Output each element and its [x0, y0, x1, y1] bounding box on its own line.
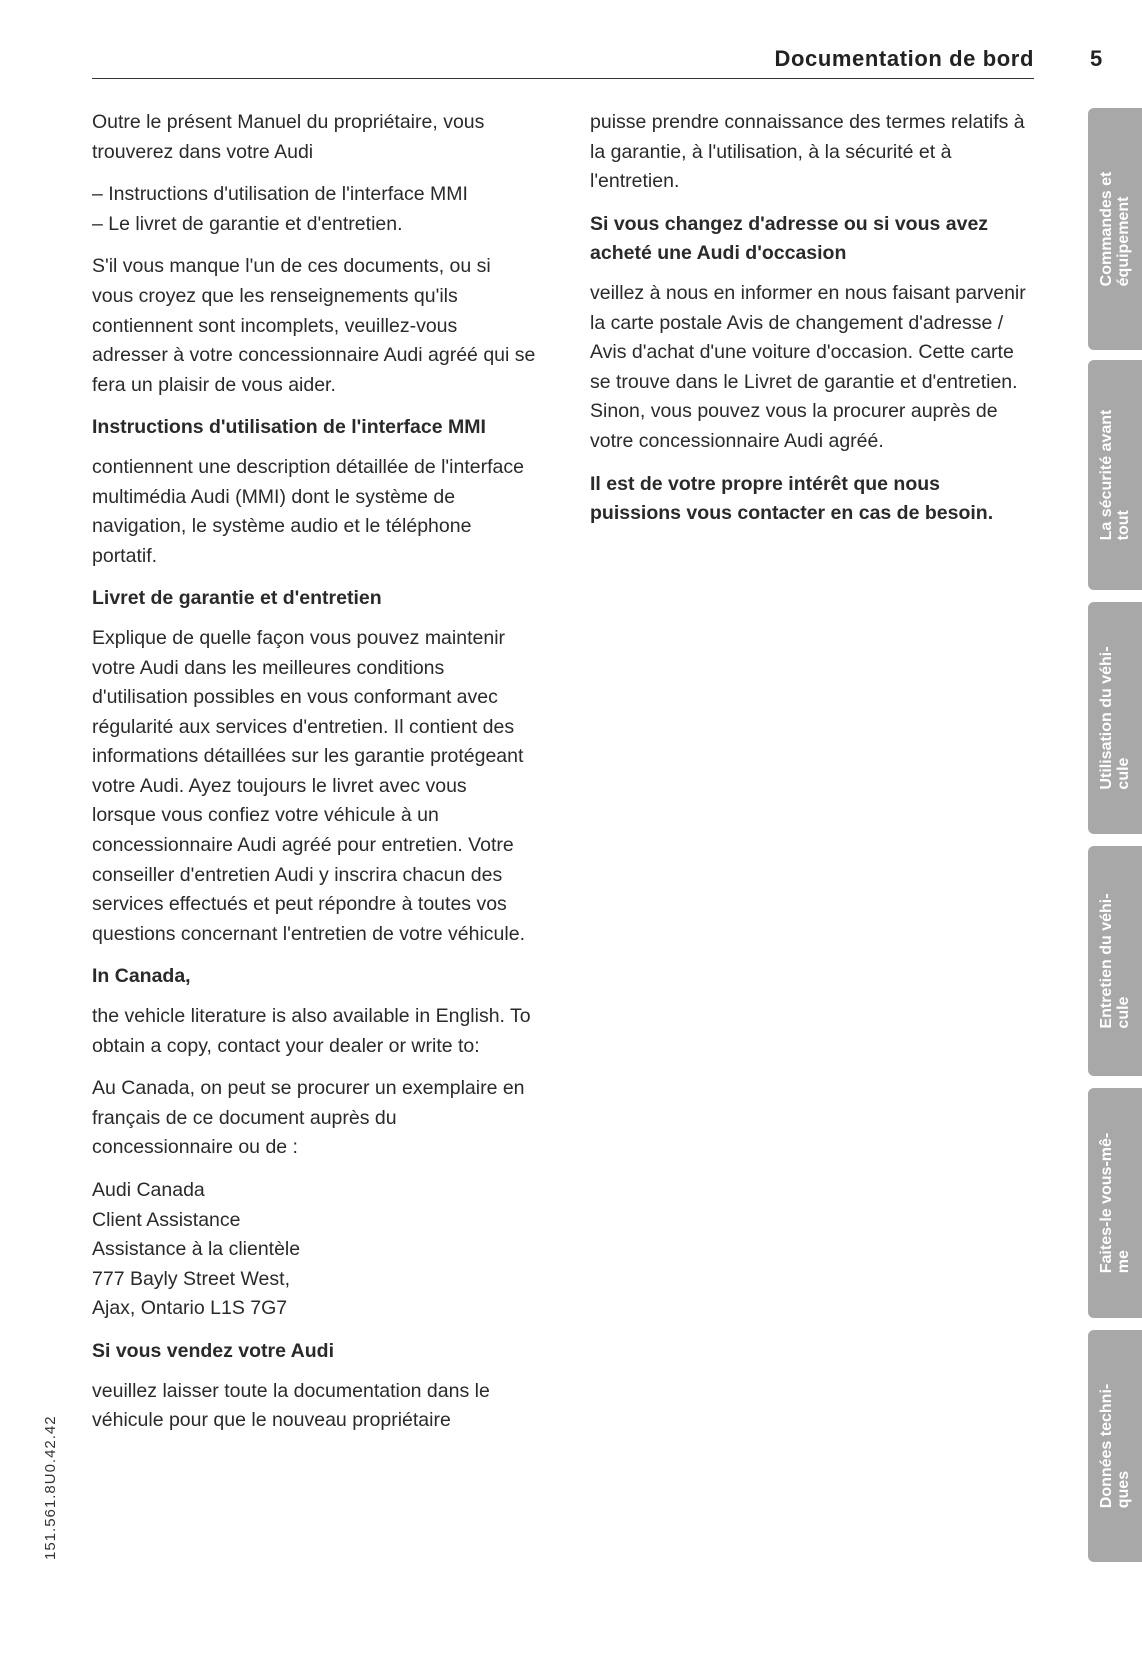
warranty-heading: Livret de garantie et d'entretien	[92, 587, 382, 610]
tab-commandes-equipement[interactable]	[1088, 108, 1142, 350]
mailing-address	[92, 1176, 536, 1324]
list-item: – Le livret de garantie et d'entretien.	[92, 212, 403, 235]
tab-donnees-techniques[interactable]	[1088, 1330, 1142, 1562]
page-number: 5	[1090, 46, 1103, 71]
canada-french-paragraph: Au Canada, on peut se procurer un exemplaire en français de ce document auprès du concessionnaire ou de :	[92, 1077, 525, 1159]
missing-docs-paragraph: S'il vous manque l'un de ces documents, ou si vous croyez que les renseignements qu'ils contiennent sont incomplets, veuillez-vous adresser à votre concessionnaire Audi agréé qui se fera un plaisir de vous aider.	[92, 255, 536, 396]
tab-label: Commandes et équipement	[1098, 171, 1132, 287]
left-column	[92, 108, 536, 1449]
address-line: Client Assistance	[92, 1208, 241, 1231]
tab-faites-le-vous-meme[interactable]	[1088, 1088, 1142, 1318]
tab-label: Entretien du véhi- cule	[1098, 893, 1132, 1029]
address-line: Audi Canada	[92, 1179, 205, 1201]
closing-note: Il est de votre propre intérêt que nous puissions vous contacter en cas de besoin.	[590, 472, 994, 525]
tab-utilisation-vehicule[interactable]	[1088, 602, 1142, 834]
document-list	[92, 180, 536, 239]
address-line: Ajax, Ontario L1S 7G7	[92, 1297, 288, 1320]
tab-label: Utilisation du véhi- cule	[1098, 646, 1132, 790]
intro-paragraph: Outre le présent Manuel du propriétaire, vous trouverez dans votre Audi	[92, 111, 485, 163]
sell-continued-paragraph: puisse prendre connaissance des termes relatifs à la garantie, à l'utilisation, à la sécurité et à l'entretien.	[590, 111, 1025, 193]
tab-label: La sécurité avant tout	[1098, 409, 1132, 541]
mmi-heading: Instructions d'utilisation de l'interface MMI	[92, 416, 486, 439]
address-line: 777 Bayly Street West,	[92, 1267, 290, 1290]
page-header-title: Documentation de bord	[774, 46, 1034, 71]
tab-label: Faites-le vous-mê- me	[1098, 1132, 1132, 1274]
sell-paragraph: veuillez laisser toute la documentation dans le véhicule pour que le nouveau propriétaire	[92, 1379, 490, 1432]
canada-english-paragraph: the vehicle literature is also available in English. To obtain a copy, contact your dealer or write to:	[92, 1005, 531, 1057]
right-column	[590, 108, 1034, 542]
mmi-paragraph: contiennent une description détaillée de l'interface multimédia Audi (MMI) dont le système de navigation, le système audio et le téléphone portatif.	[92, 455, 524, 567]
header-divider	[92, 78, 1034, 79]
address-line: Assistance à la clientèle	[92, 1238, 301, 1261]
address-change-heading: Si vous changez d'adresse ou si vous avez acheté une Audi d'occasion	[590, 212, 989, 265]
list-item: – Instructions d'utilisation de l'interface MMI	[92, 183, 468, 206]
canada-heading: In Canada,	[92, 965, 191, 988]
sell-heading: Si vous vendez votre Audi	[92, 1339, 334, 1362]
tab-securite[interactable]	[1088, 360, 1142, 590]
address-change-paragraph: veillez à nous en informer en nous faisant parvenir la carte postale Avis de changement d'adresse / Avis d'achat d'une voiture d'occasion. Cette carte se trouve dans le Livret de garantie et d'entretien. Sinon, vous pouvez vous la procurer auprès de votre concessionnaire Audi agréé.	[590, 281, 1026, 452]
tab-label: Données techni- ques	[1098, 1383, 1132, 1509]
warranty-paragraph: Explique de quelle façon vous pouvez maintenir votre Audi dans les meilleures conditions d'utilisation possibles en vous conformant avec régularité aux services d'entretien. Il contient des informations détaillées sur les garantie protégeant votre Audi. Ayez toujours le livret avec vous lorsque vous confiez votre véhicule à un concessionnaire Audi agréé pour entretien. Votre conseiller d'entretien Audi y inscrira chacun des services effectués et peut répondre à toutes vos questions concernant l'entretien de votre véhicule.	[92, 626, 525, 945]
tab-entretien-vehicule[interactable]	[1088, 846, 1142, 1076]
document-code: 151.561.8U0.42.42	[42, 1415, 59, 1560]
